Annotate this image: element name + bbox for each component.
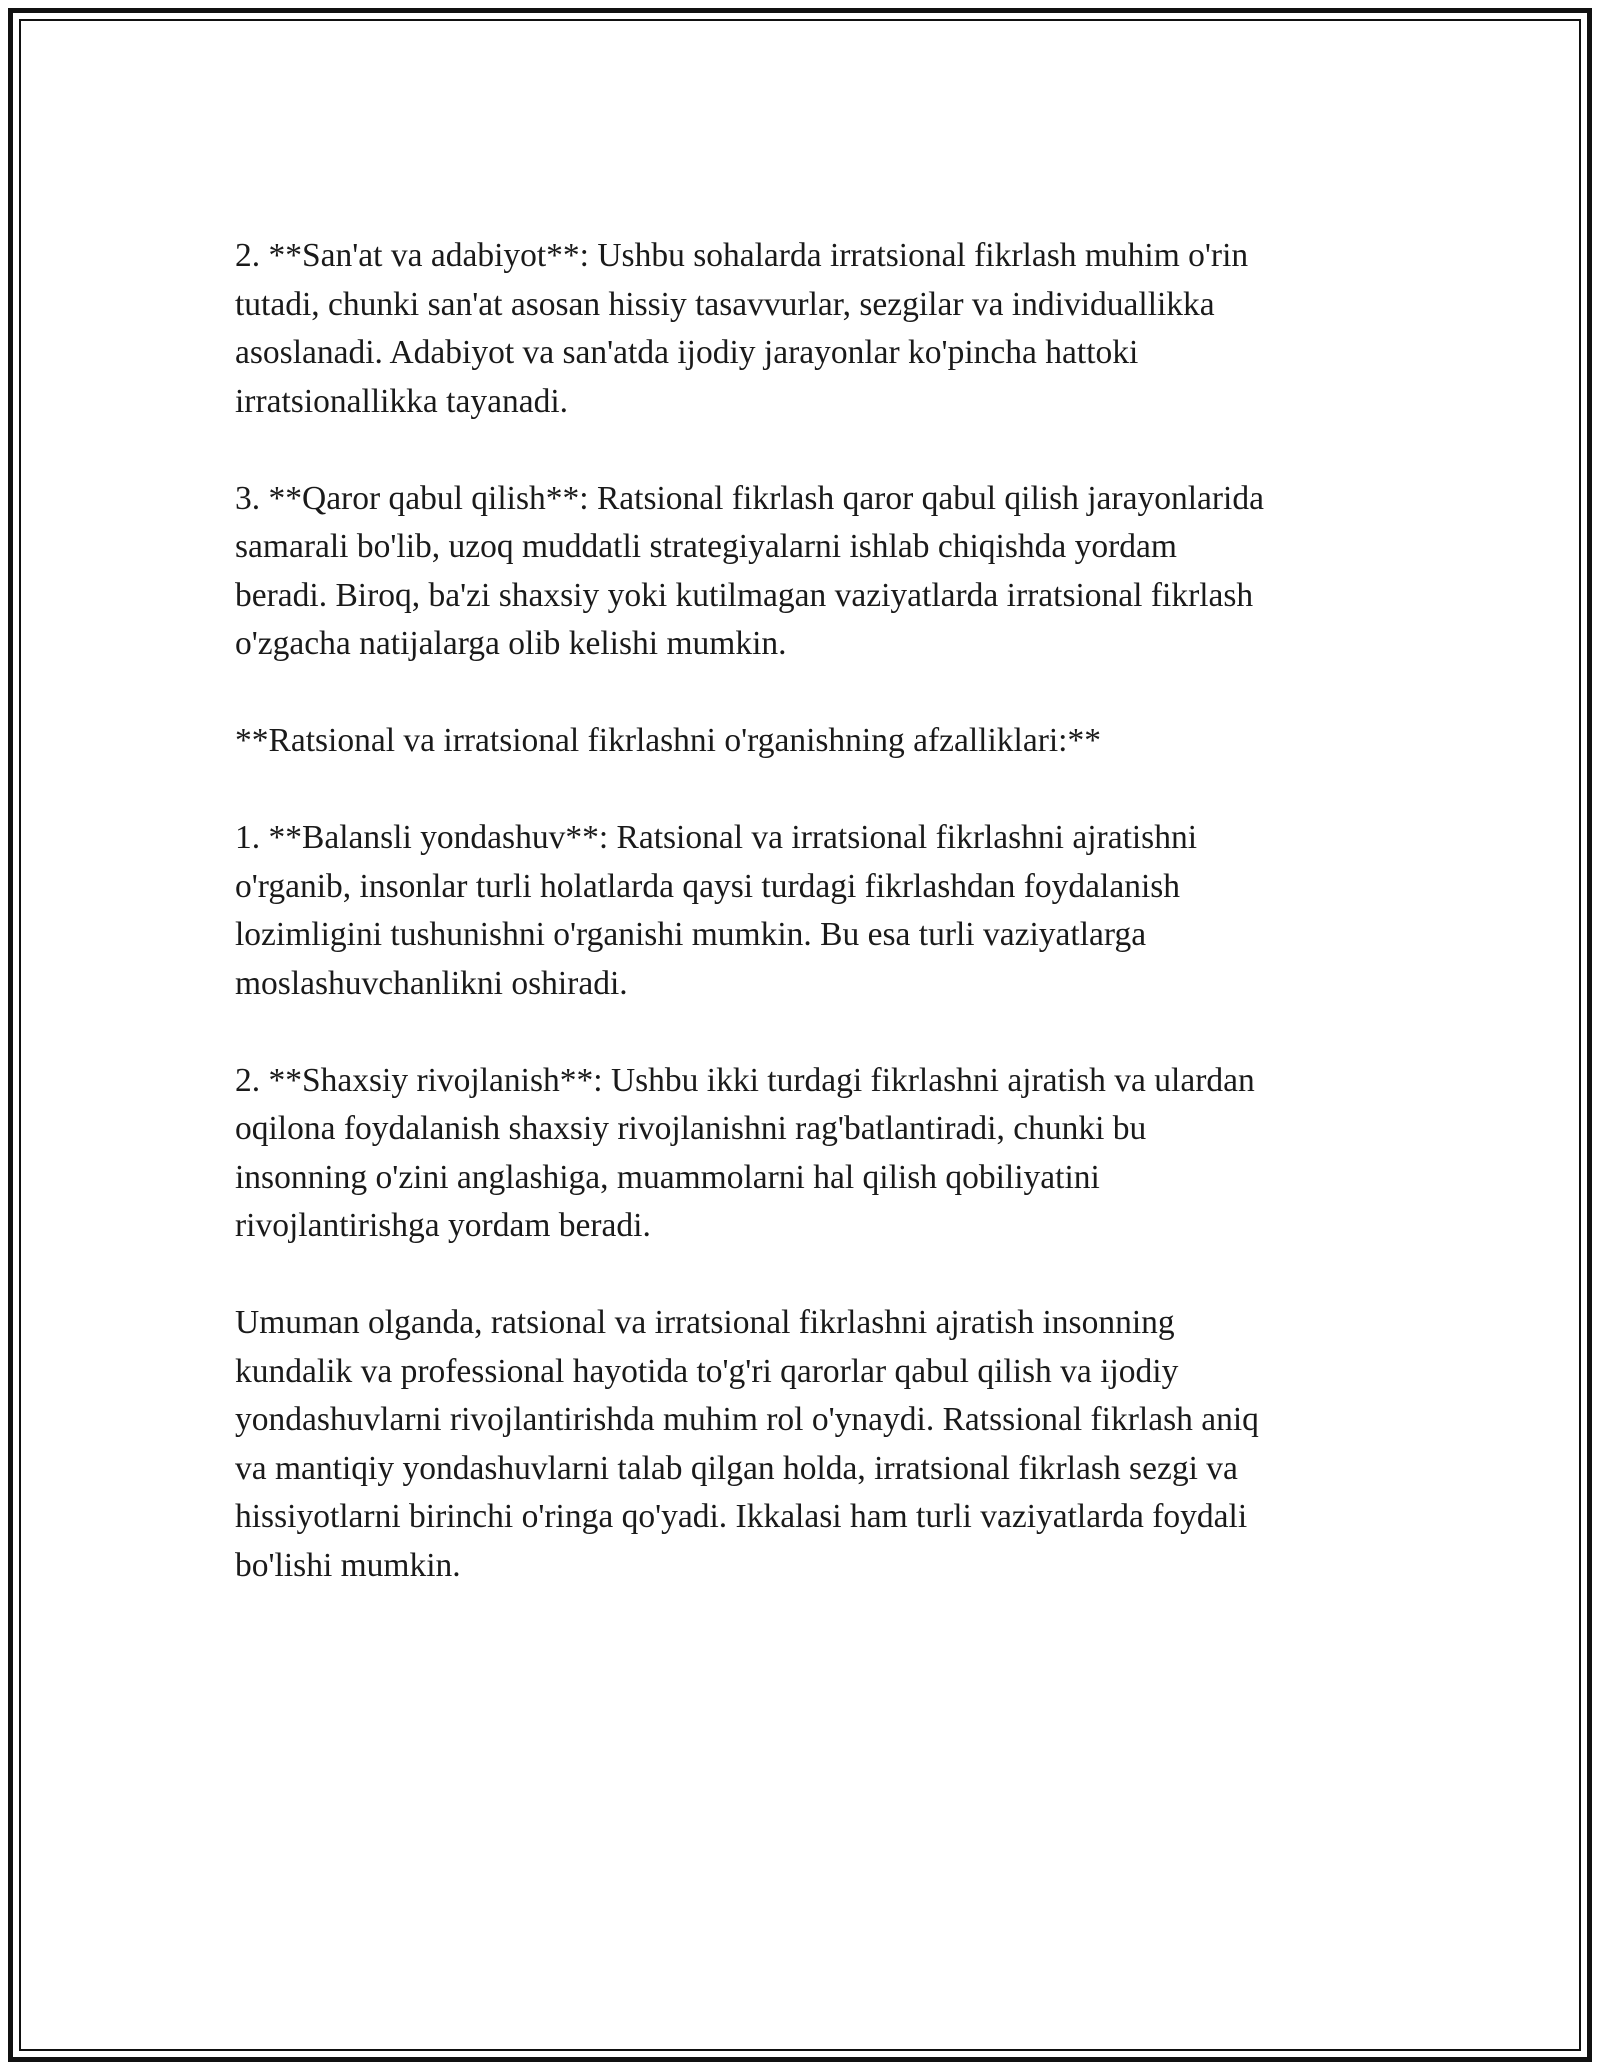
paragraph-conclusion: Umuman olganda, ratsional va irratsional fikrlashni ajratish insonning kundalik va professional hayotida to'g'ri qarorlar qabul qilish va ijodiy yondashuvlarni rivojlantirishda muhim rol o'ynaydi. Ratssional fikrlash aniq va mantiqiy yondashuvlarni talab qilgan holda, irratsional fikrlash sezgi va hissiyotlarni birinchi o'ringa qo'yadi. Ikkalasi ham turli vaziyatlarda foydali bo'lishi mumkin. xyxy=(235,1304,1259,1584)
document-body xyxy=(235,232,1385,1590)
paragraph-decision-making: 3. **Qaror qabul qilish**: Ratsional fikrlash qaror qabul qilish jarayonlarida samarali bo'lib, uzoq muddatli strategiyalarni ishlab chiqishda yordam beradi. Biroq, ba'zi shaxsiy yoki kutilmagan vaziyatlarda irratsional fikrlash o'zgacha natijalarga olib kelishi mumkin. xyxy=(235,479,1264,662)
paragraph-art-literature: 2. **San'at va adabiyot**: Ushbu sohalarda irratsional fikrlash muhim o'rin tutadi, chunki san'at asosan hissiy tasavvurlar, sezgilar va individuallikka asoslanadi. Adabiyot va san'atda ijodiy jarayonlar ko'pincha hattoki irratsionallikka tayanadi. xyxy=(235,237,1249,420)
paragraph-personal-development: 2. **Shaxsiy rivojlanish**: Ushbu ikki turdagi fikrlashni ajratish va ulardan oqilona foydalanish shaxsiy rivojlanishni rag'batlantiradi, chunki bu insonning o'zini anglashiga, muammolarni hal qilish qobiliyatini rivojlantirishga yordam beradi. xyxy=(235,1061,1255,1244)
paragraph-balanced-approach: 1. **Balansli yondashuv**: Ratsional va irratsional fikrlashni ajratishni o'rganib, insonlar turli holatlarda qaysi turdagi fikrlashdan foydalanish lozimligini tushunishni o'rganishi mumkin. Bu esa turli vaziyatlarga moslashuvchanlikni oshiradi. xyxy=(235,819,1198,1002)
section-heading-benefits: **Ratsional va irratsional fikrlashni o'rganishning afzalliklari:** xyxy=(235,722,1101,759)
